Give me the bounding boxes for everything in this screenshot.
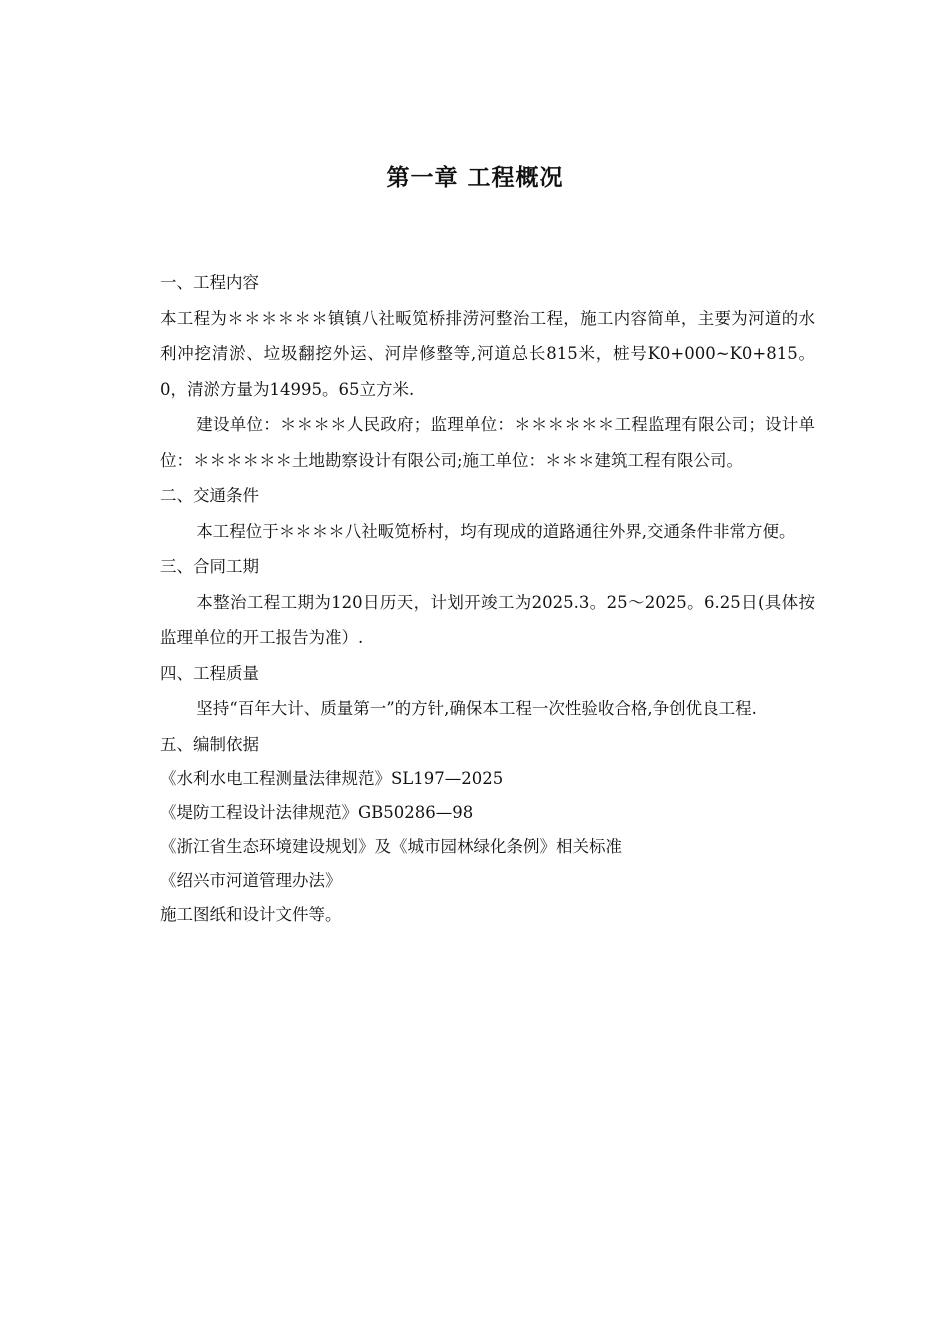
section-heading-schedule: 三、合同工期 xyxy=(160,557,259,576)
reference-item: 《浙江省生态环境建设规划》及《城市园林绿化条例》相关标准 xyxy=(160,837,622,856)
reference-item: 施工图纸和设计文件等。 xyxy=(160,905,342,924)
reference-item: 《绍兴市河道管理办法》 xyxy=(160,871,342,890)
paragraph-quality: 坚持“百年大计、质量第一”的方针,确保本工程一次性验收合格,争创优良工程. xyxy=(196,699,757,718)
reference-item: 《堤防工程设计法律规范》GB50286—98 xyxy=(160,803,474,822)
reference-item: 《水利水电工程测量法律规范》SL197—2025 xyxy=(160,769,504,788)
paragraph-traffic: 本工程位于＊＊＊＊八社畈笕桥村，均有现成的道路通往外界,交通条件非常方便。 xyxy=(196,521,796,541)
section-heading-basis: 五、编制依据 xyxy=(160,734,259,754)
paragraph-parties: 建设单位：＊＊＊＊人民政府；监理单位：＊＊＊＊＊＊工程监理有限公司；设计单位：＊＊＊＊＊＊土地勘察设计有限公司;施工单位：＊＊＊建筑工程有限公司。 xyxy=(160,415,815,470)
paragraph-schedule: 本整治工程工期为120日历天，计划开竣工为2025.3。25～2025。6.25日(具体按监理单位的开工报告为准）. xyxy=(160,592,815,647)
document-body xyxy=(160,265,815,932)
section-heading-traffic: 二、交通条件 xyxy=(160,486,259,505)
section-heading-quality: 四、工程质量 xyxy=(160,663,259,683)
chapter-title: 第一章 工程概况 xyxy=(386,165,564,191)
section-heading-project-content: 一、工程内容 xyxy=(160,273,259,292)
paragraph-project-content: 本工程为＊＊＊＊＊＊镇镇八社畈笕桥排涝河整治工程，施工内容简单，主要为河道的水利冲挖清淤、垃圾翻挖外运、河岸修整等,河道总长815米，桩号K0+000~K0+815。0，清淤方量为14995。65立方米. xyxy=(160,308,815,399)
